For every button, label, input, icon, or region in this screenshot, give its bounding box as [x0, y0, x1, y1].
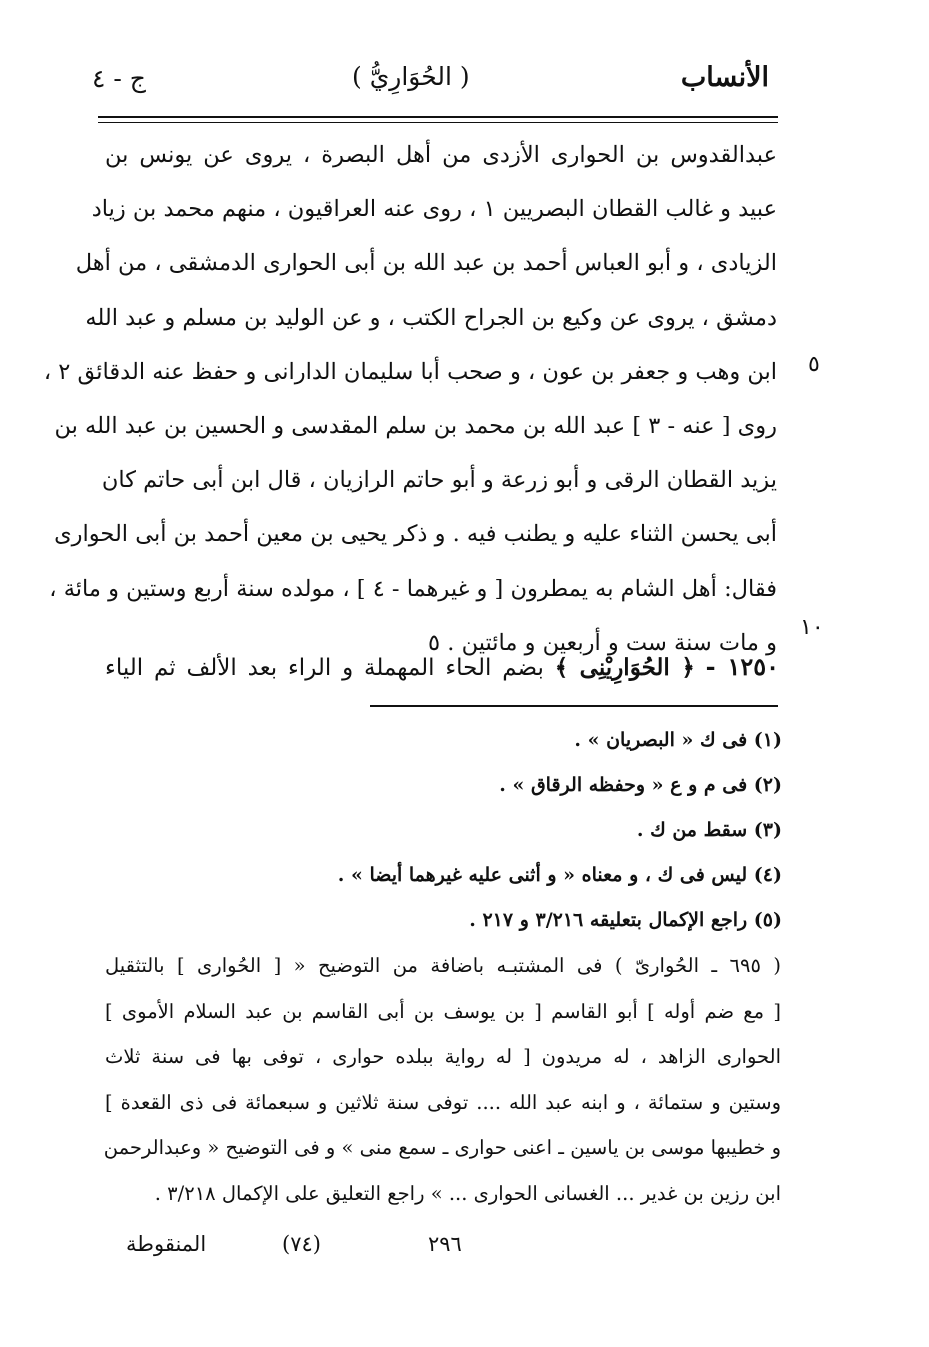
running-entry-title: ( الحُوَارِيُّ ) [352, 62, 470, 91]
entry-text: بضم الحاء المهملة و الراء بعد الألف ثم الياء [105, 655, 544, 681]
note-line: وستين و ستمائة ، و ابنه عبد الله .... توفى سنة ثلاثين و سبعمائة فى ذى القعدة ] [105, 1090, 781, 1114]
editor-note [105, 943, 781, 1216]
main-text [43, 128, 777, 670]
note-line: الحوارى الزاهد ، له مريدون [ له رواية ببلده حوارى ، توفى بها فى سنة ثلاث [105, 1045, 781, 1068]
line-number: ٥ [808, 352, 820, 377]
text-line: و مات سنة ست و أربعين و مائتين . ٥ [428, 629, 777, 656]
entry-heading [105, 652, 779, 681]
note-line: و خطيبها موسى بن ياسين ـ اعنى حوارى ـ سمع منى » و فى التوضيح « وعبدالرحمن [103, 1136, 781, 1159]
line-number: ١٠ [800, 615, 824, 640]
entry-nisba: ﴿ الحُوَارِيْنِى ﴾ [554, 654, 695, 681]
text-line: أبى يحسن الثناء عليه و يطنب فيه . و ذكر يحيى بن معين أحمد بن أبى الحوارى [54, 521, 777, 548]
collection-label: المنقوطة [126, 1232, 207, 1256]
note-line: ( ٦٩٥ ـ الحُوارىّ ) فى المشتبـه باضافة من التوضيح « [ الحُوارى ] بالتثقيل [105, 954, 781, 977]
text-line: فقال: أهل الشام به يمطرون [ و غيرهما - ٤ ] ، مولده سنة أربع وستين و مائة ، [49, 575, 777, 602]
page-number: ٢٩٦ [428, 1232, 462, 1256]
footnote: (٣) سقط من ك . [636, 819, 782, 841]
sheet-number: (٧٤) [282, 1232, 321, 1256]
entry-number: ١٢٥٠ - [705, 652, 780, 681]
text-line: عبدالقدوس بن الحوارى الأزدى من أهل البصرة ، يروى عن يونس بن [105, 142, 777, 168]
note-line: ابن رزين بن غدير ... الغسانى الحوارى ... » راجع التعليق على الإكمال ٣/٢١٨ . [154, 1181, 781, 1205]
text-line: يزيد القطان الرقى و أبو زرعة و أبو حاتم الرازيان ، قال ابن أبى حاتم كان [101, 467, 777, 494]
text-line: روى [ عنه - ٣ ] عبد الله بن محمد بن سلم المقدسى و الحسين بن عبد الله بن [54, 412, 777, 439]
footnote: (٢) فى م و ع « وحفظه الرقاق » . [499, 774, 782, 796]
book-title: الأنساب [680, 62, 769, 93]
text-line: ابن وهب و جعفر بن عون ، و صحب أبا سليمان الدارانى و حفظ عنه الدقائق ٢ ، [43, 358, 777, 385]
footnote: (١) فى ك « البصريان » . [574, 729, 782, 751]
footnote: (٤) ليس فى ك ، و معناه « و أثنى عليه غيرهما أيضا » . [337, 864, 782, 886]
volume-label: ج - ٤ [92, 64, 146, 93]
footnote-rule [370, 705, 778, 707]
text-line: عبيد و غالب القطان البصريين ١ ، روى عنه العراقيون ، منهم محمد بن زياد [91, 196, 777, 223]
footnote: (٥) راجع الإكمال بتعليقه ٣/٢١٦ و ٢١٧ . [469, 909, 782, 931]
footnotes [320, 718, 782, 943]
text-line: الزيادى ، و أبو العباس أحمد بن عبد الله بن أبى الحوارى الدمشقى ، من أهل [75, 250, 777, 277]
note-line: [ مع ضم أوله ] أبو القاسم [ بن يوسف بن أبى القاسم بن عبد السلام الأموى ] [105, 999, 781, 1023]
header-rule [98, 116, 778, 123]
text-line: دمشق ، يروى عن وكيع بن الجراح الكتب ، و عن الوليد بن مسلم و عبد الله [85, 304, 777, 331]
